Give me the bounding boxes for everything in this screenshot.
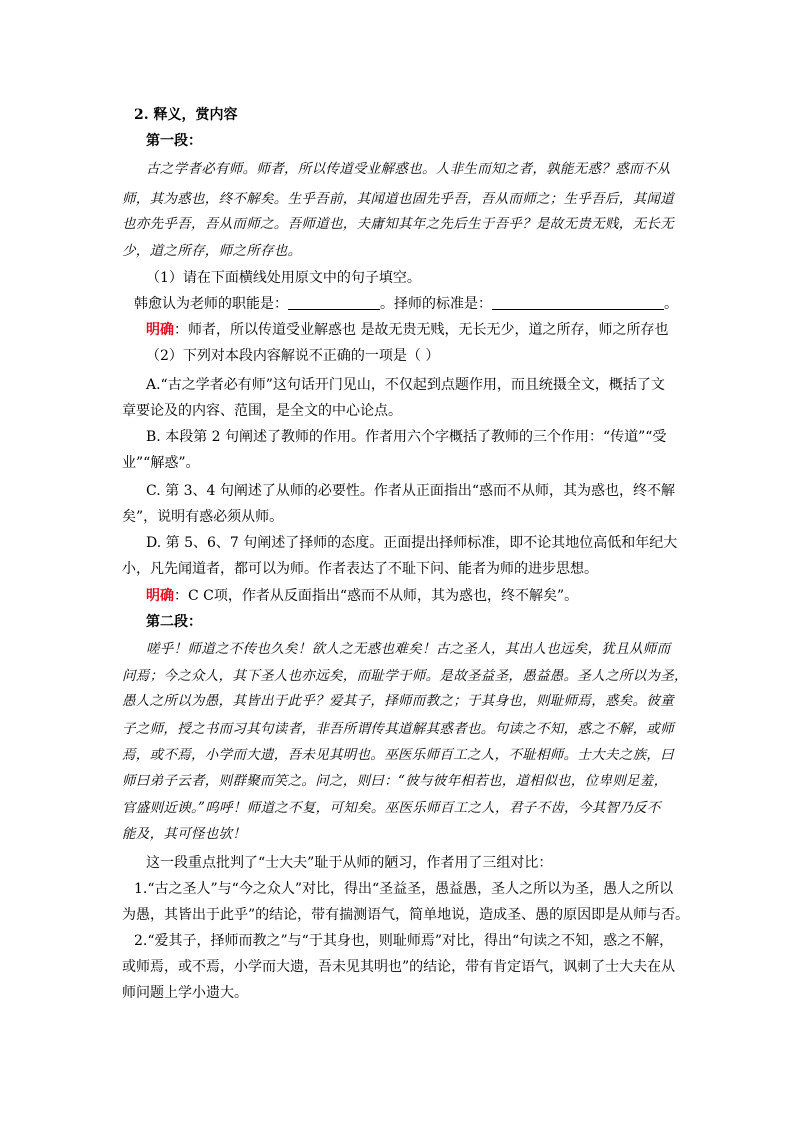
question-2: （2）下列对本段内容解说不正确的一项是（ ） <box>146 348 440 364</box>
answer-text: ：师者，所以传道受业解惑也 是故无贵无贱，无长无少，道之所存，师之所存也 <box>174 322 669 338</box>
classical-text-line: 问焉；今之众人，其下圣人也亦远矣，而耻学于师。是故圣益圣，愚益愚。圣人之所以为圣， <box>122 668 688 684</box>
option-b-line2: 业”“解惑”。 <box>122 455 200 471</box>
option-a-line2: 章要论及的内容、范围，是全文的中心论点。 <box>122 403 402 419</box>
option-a-line1: A.“古之学者必有师”这句话开门见山，不仅起到点题作用，而且统摄全文，概括了文 <box>146 377 665 393</box>
classical-text-line: 嗟乎！师道之不传也久矣！欲人之无惑也难矣！古之圣人，其出人也远矣，犹且从师而 <box>146 641 671 657</box>
point-1-line2: 为愚，其皆出于此乎”的结论，带有揣测语气，简单地说，造成圣、愚的原因即是从师与否。 <box>122 907 690 923</box>
option-b-line1: B. 本段第 2 句阐述了教师的作用。作者用六个字概括了教师的三个作用：“传道”“受 <box>146 429 667 445</box>
point-2-line3: 师问题上学小遗大。 <box>122 985 248 1001</box>
classical-text-line: 能及，其可怪也欤！ <box>122 826 247 842</box>
point-2-line1: 2.“爱其子，择师而教之”与“于其身也，则耻师焉”对比，得出“句读之不知，惑之不解， <box>134 933 674 949</box>
classical-text-line: 师曰弟子云者，则群聚而笑之。问之，则曰：“彼与彼年相若也，道相似也，位卑则足羞， <box>122 773 668 789</box>
paragraph-2-heading: 第二段： <box>146 614 202 630</box>
answer-label: 明确 <box>146 322 174 338</box>
point-1-line1: 1.“古之圣人”与“今之众人”对比，得出“圣益圣，愚益愚，圣人之所以为圣，愚人之所以 <box>134 881 674 897</box>
fill-label-b: 。择师的标准是： <box>380 296 492 312</box>
answer-blank-1[interactable] <box>288 295 380 310</box>
option-c-line2: 矣”，说明有惑必须从师。 <box>122 509 284 525</box>
paragraph-1-heading: 第一段： <box>146 133 202 149</box>
classical-text-line: 古之学者必有师。师者，所以传道受业解惑也。人非生而知之者，孰能无惑？惑而不从 <box>146 161 671 177</box>
answer-2 <box>146 585 706 607</box>
fill-label-a: 韩愈认为老师的职能是： <box>134 296 288 312</box>
option-c-line1: C. 第 3、4 句阐述了从师的必要性。作者从正面指出“惑而不从师，其为惑也，终不解 <box>146 483 675 499</box>
analysis-intro: 这一段重点批判了“士大夫”耻于从师的陋习，作者用了三组对比： <box>146 855 553 871</box>
classical-text-line: 师，其为惑也，终不解矣。生乎吾前，其闻道也固先乎吾，吾从而师之；生乎吾后，其闻道 <box>122 191 674 207</box>
option-d-line2: 小，凡先闻道者，都可以为师。作者表达了不耻下问、能者为师的进步思想。 <box>122 561 598 577</box>
question-1: （1）请在下面横线处用原文中的句子填空。 <box>146 270 421 286</box>
classical-text-line: 愚人之所以为愚，其皆出于此乎？爱其子，择师而教之；于其身也，则耻师焉，惑矣。彼童 <box>122 693 674 709</box>
classical-text-line: 焉，或不焉，小学而大遗，吾未见其明也。巫医乐师百工之人，不耻相师。士大夫之族，曰 <box>122 747 674 763</box>
answer-blank-2[interactable] <box>492 295 664 310</box>
answer-text: ：C C项，作者从反面指出“惑而不从师，其为惑也，终不解矣”。 <box>174 588 579 604</box>
classical-text-line: 少，道之所存，师之所存也。 <box>122 243 302 259</box>
answer-1 <box>146 319 706 341</box>
answer-label: 明确 <box>146 588 174 604</box>
point-2-line2: 或师焉，或不焉，小学而大遗，吾未见其明也”的结论，带有肯定语气，讽刺了士大夫在从 <box>122 959 676 975</box>
option-d-line1: D. 第 5、6、7 句阐述了择师的态度。正面提出择师标准，即不论其地位高低和年纪大 <box>146 535 678 551</box>
classical-text-line: 也亦先乎吾，吾从而师之。吾师道也，夫庸知其年之先后生于吾乎？是故无贵无贱，无长无 <box>122 216 674 232</box>
classical-text-line: 官盛则近谀。”呜呼！师道之不复，可知矣。巫医乐师百工之人，君子不齿，今其智乃反不 <box>122 800 661 816</box>
fill-label-c: 。 <box>664 296 678 312</box>
classical-text-line: 子之师，授之书而习其句读者，非吾所谓传其道解其惑者也。句读之不知，惑之不解，或师 <box>122 721 674 737</box>
section-title: 2. 释义，赏内容 <box>134 107 238 123</box>
question-1-fill-line <box>134 293 694 315</box>
